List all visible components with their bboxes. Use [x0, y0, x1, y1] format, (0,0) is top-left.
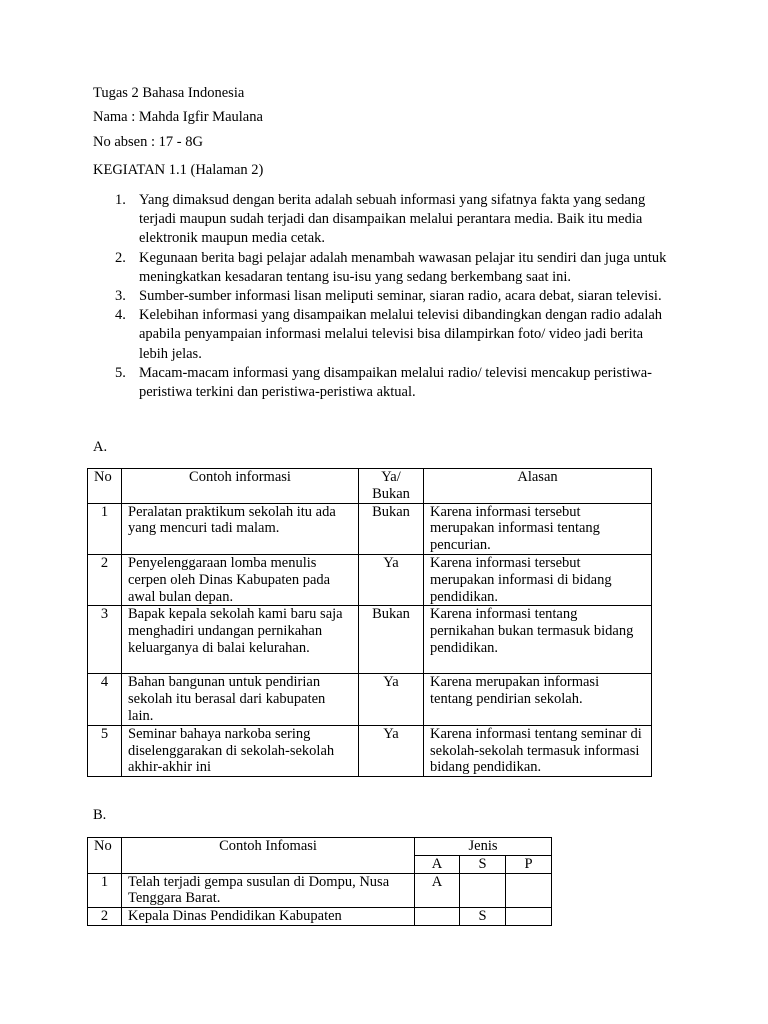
cell-no: 3: [88, 606, 122, 674]
table-header-row: [88, 469, 652, 504]
cell-ya-bukan: Ya: [359, 674, 424, 725]
col-header-a: A: [415, 855, 460, 873]
section-a-label: A.: [93, 439, 108, 455]
answer-item: [93, 249, 673, 287]
table-row: [88, 554, 652, 605]
cell-no: 1: [88, 873, 122, 908]
answer-text: Macam-macam informasi yang disampaikan melalui radio/ televisi mencakup peristiwa-peristiwa terkini dan peristiwa-peristiwa aktual.: [139, 364, 652, 401]
col-header-s: S: [460, 855, 506, 873]
answer-text: Sumber-sumber informasi lisan meliputi seminar, siaran radio, acara debat, siaran televisi.: [139, 288, 662, 305]
cell-p: [506, 873, 552, 908]
cell-contoh: Telah terjadi gempa susulan di Dompu, Nusa Tenggara Barat.: [122, 873, 415, 908]
cell-contoh: Kepala Dinas Pendidikan Kabupaten: [122, 908, 415, 926]
col-header-jenis: Jenis: [415, 838, 552, 856]
table-row: [88, 674, 652, 725]
cell-s: S: [460, 908, 506, 926]
cell-no: 2: [88, 554, 122, 605]
answer-number: 3.: [115, 288, 126, 305]
cell-a: [415, 908, 460, 926]
table-row: [88, 725, 652, 776]
assignment-title: Tugas 2 Bahasa Indonesia: [93, 85, 245, 101]
col-header-ya-bukan: Ya/ Bukan: [359, 469, 424, 504]
answer-list: [93, 191, 673, 402]
answer-text: Kelebihan informasi yang disampaikan melalui televisi dibandingkan dengan radio adalah apabila penyampaian informasi melalui televisi bisa dilampirkan foto/ video jadi berita lebih jelas.: [139, 307, 663, 362]
answer-text: Yang dimaksud dengan berita adalah sebuah informasi yang sifatnya fakta yang sedang terjadi maupun sudah terjadi dan disampaikan melalui perantara media. Baik itu media elektronik maupun media cetak.: [139, 192, 646, 247]
cell-alasan: Karena informasi tersebut merupakan informasi di bidang pendidikan.: [424, 554, 652, 605]
cell-ya-bukan: Bukan: [359, 606, 424, 674]
cell-no: 4: [88, 674, 122, 725]
cell-alasan: Karena merupakan informasi tentang pendirian sekolah.: [424, 674, 652, 725]
answer-number: 4.: [115, 307, 126, 324]
section-b-label: B.: [93, 807, 107, 823]
answer-item: [93, 191, 673, 249]
cell-contoh: Peralatan praktikum sekolah itu ada yang mencuri tadi malam.: [122, 503, 359, 554]
cell-alasan: Karena informasi tersebut merupakan informasi tentang pencurian.: [424, 503, 652, 554]
col-header-p: P: [506, 855, 552, 873]
answer-number: 1.: [115, 192, 126, 208]
table-a: [87, 468, 652, 777]
cell-contoh: Penyelenggaraan lomba menulis cerpen oleh Dinas Kabupaten pada awal bulan depan.: [122, 554, 359, 605]
cell-alasan: Karena informasi tentang pernikahan bukan termasuk bidang pendidikan.: [424, 606, 652, 674]
col-header-contoh: Contoh informasi: [122, 469, 359, 504]
student-name: Nama : Mahda Igfir Maulana: [93, 109, 263, 125]
activity-heading: KEGIATAN 1.1 (Halaman 2): [93, 162, 264, 178]
col-header-no: No: [88, 469, 122, 504]
table-row: [88, 873, 552, 908]
col-header-contoh: Contoh Infomasi: [122, 838, 415, 874]
col-header-no: No: [88, 838, 122, 874]
cell-ya-bukan: Ya: [359, 554, 424, 605]
cell-alasan: Karena informasi tentang seminar di sekolah-sekolah termasuk informasi bidang pendidikan.: [424, 725, 652, 776]
cell-a: A: [415, 873, 460, 908]
answer-item: [93, 306, 673, 364]
cell-contoh: Bapak kepala sekolah kami baru saja menghadiri undangan pernikahan keluarganya di balai kelurahan.: [122, 606, 359, 674]
table-row: [88, 503, 652, 554]
cell-contoh: Bahan bangunan untuk pendirian sekolah itu berasal dari kabupaten lain.: [122, 674, 359, 725]
table-header-row: [88, 838, 552, 856]
answer-text: Kegunaan berita bagi pelajar adalah menambah wawasan pelajar itu sendiri dan juga untuk meningkatkan kesadaran tentang isu-isu yang sedang berkembang saat ini.: [139, 249, 667, 285]
col-header-alasan: Alasan: [424, 469, 652, 504]
student-number: No absen : 17 - 8G: [93, 134, 203, 150]
table-b: [87, 837, 552, 926]
cell-ya-bukan: Ya: [359, 725, 424, 776]
table-row: [88, 908, 552, 926]
cell-no: 1: [88, 503, 122, 554]
table-row: [88, 606, 652, 674]
answer-number: 5.: [115, 364, 126, 381]
cell-ya-bukan: Bukan: [359, 503, 424, 554]
cell-no: 5: [88, 725, 122, 776]
answer-item: [93, 364, 673, 402]
answer-item: [93, 287, 673, 306]
cell-s: [460, 873, 506, 908]
answer-number: 2.: [115, 249, 126, 266]
cell-no: 2: [88, 908, 122, 926]
cell-p: [506, 908, 552, 926]
cell-contoh: Seminar bahaya narkoba sering diselenggarakan di sekolah-sekolah akhir-akhir ini: [122, 725, 359, 776]
